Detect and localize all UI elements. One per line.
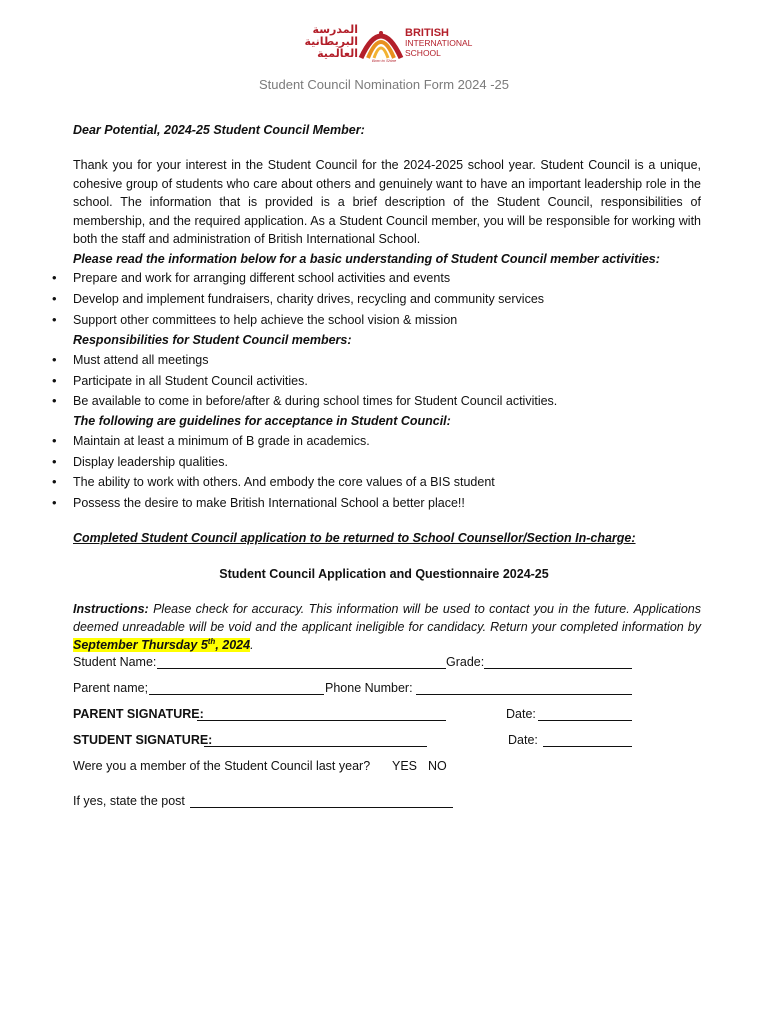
deadline-highlight (73, 638, 250, 652)
school-logo (288, 20, 478, 64)
logo-english-name (405, 27, 472, 58)
logo-english-line: BRITISH (405, 27, 449, 39)
guidelines-heading: The following are guidelines for acceptance in Student Council: (73, 414, 451, 428)
greeting: Dear Potential, 2024-25 Student Council Member: (73, 123, 365, 137)
logo-arch-emblem-icon (358, 20, 404, 60)
date-label: Date: (508, 733, 538, 747)
student-name-field[interactable] (157, 668, 446, 669)
responsibilities-heading: Responsibilities for Student Council members: (73, 333, 352, 347)
parent-name-label: Parent name; (73, 681, 149, 695)
parent-date-field[interactable] (538, 720, 632, 721)
activities-heading: Please read the information below for a basic understanding of Student Council member activities: (73, 252, 660, 266)
member-question: Were you a member of the Student Council last year? (73, 759, 371, 773)
list-item: • Must attend all meetings (73, 351, 209, 369)
parent-signature-label: PARENT SIGNATURE: (73, 707, 204, 721)
logo-arabic-name (288, 24, 358, 60)
form-title: Student Council Nomination Form 2024 -25 (258, 77, 510, 92)
return-instruction: Completed Student Council application to be returned to School Counsellor/Section In-charge: (73, 531, 636, 545)
list-item: • The ability to work with others. And embody the core values of a BIS student (73, 473, 495, 491)
list-item: • Participate in all Student Council activities. (73, 372, 308, 390)
intro-paragraph: Thank you for your interest in the Student Council for the 2024-2025 school year. Student Council is a unique, cohesive group of students who care about others and genuinely want to have an important leadership role in the school. The information that is provided is a brief description of the Student Council, responsibilities of membership, and the required application. As a Student Council member, you will be responsible for working with both the staff and administration of British International School. (73, 158, 701, 246)
parent-name-field[interactable] (149, 694, 324, 695)
list-item: • Support other committees to help achieve the school vision & mission (73, 311, 457, 329)
list-item: • Develop and implement fundraisers, charity drives, recycling and community services (73, 290, 544, 308)
parent-signature-field[interactable] (197, 720, 446, 721)
instructions-paragraph (73, 600, 701, 654)
phone-number-label: Phone Number: (325, 681, 413, 695)
list-item: • Maintain at least a minimum of B grade in academics. (73, 432, 370, 450)
deadline-year: , 2024 (215, 638, 251, 652)
deadline-date: September Thursday 5 (73, 638, 208, 652)
logo-english-line: SCHOOL (405, 47, 441, 58)
application-title: Student Council Application and Questionnaire 2024-25 (219, 567, 549, 581)
instructions-end: . (250, 638, 254, 652)
student-name-label: Student Name: (73, 655, 157, 669)
student-signature-label: STUDENT SIGNATURE: (73, 733, 213, 747)
logo-english-line: INTERNATIONAL (405, 38, 473, 48)
logo-arabic-line: البريطانية (304, 35, 358, 48)
instructions-label: Instructions: (73, 602, 149, 616)
yes-option[interactable]: YES (392, 759, 418, 773)
logo-arabic-line: العالمية (317, 47, 358, 60)
instructions-text: Please check for accuracy. This information will be used to contact you in the future. Applications deemed unreadable will be void and the applicant ineligible for candidacy. Return your completed information by (73, 602, 701, 634)
list-item: • Be available to come in before/after & during school times for Student Council activities. (73, 392, 557, 410)
list-item: • Display leadership qualities. (73, 453, 228, 471)
deadline-ordinal: th (207, 636, 216, 646)
student-date-field[interactable] (543, 746, 632, 747)
student-signature-field[interactable] (204, 746, 427, 747)
list-item: • Prepare and work for arranging different school activities and events (73, 269, 450, 287)
post-field[interactable] (190, 807, 453, 808)
grade-field[interactable] (484, 668, 632, 669)
no-option[interactable]: NO (428, 759, 447, 773)
phone-number-field[interactable] (416, 694, 632, 695)
if-yes-post-label: If yes, state the post (73, 794, 185, 808)
logo-tagline: Born to Shine (372, 58, 397, 63)
list-item: • Possess the desire to make British International School a better place!! (73, 494, 465, 512)
grade-label: Grade: (446, 655, 485, 669)
date-label: Date: (506, 707, 536, 721)
logo-arabic-line: المدرسة (312, 23, 358, 36)
